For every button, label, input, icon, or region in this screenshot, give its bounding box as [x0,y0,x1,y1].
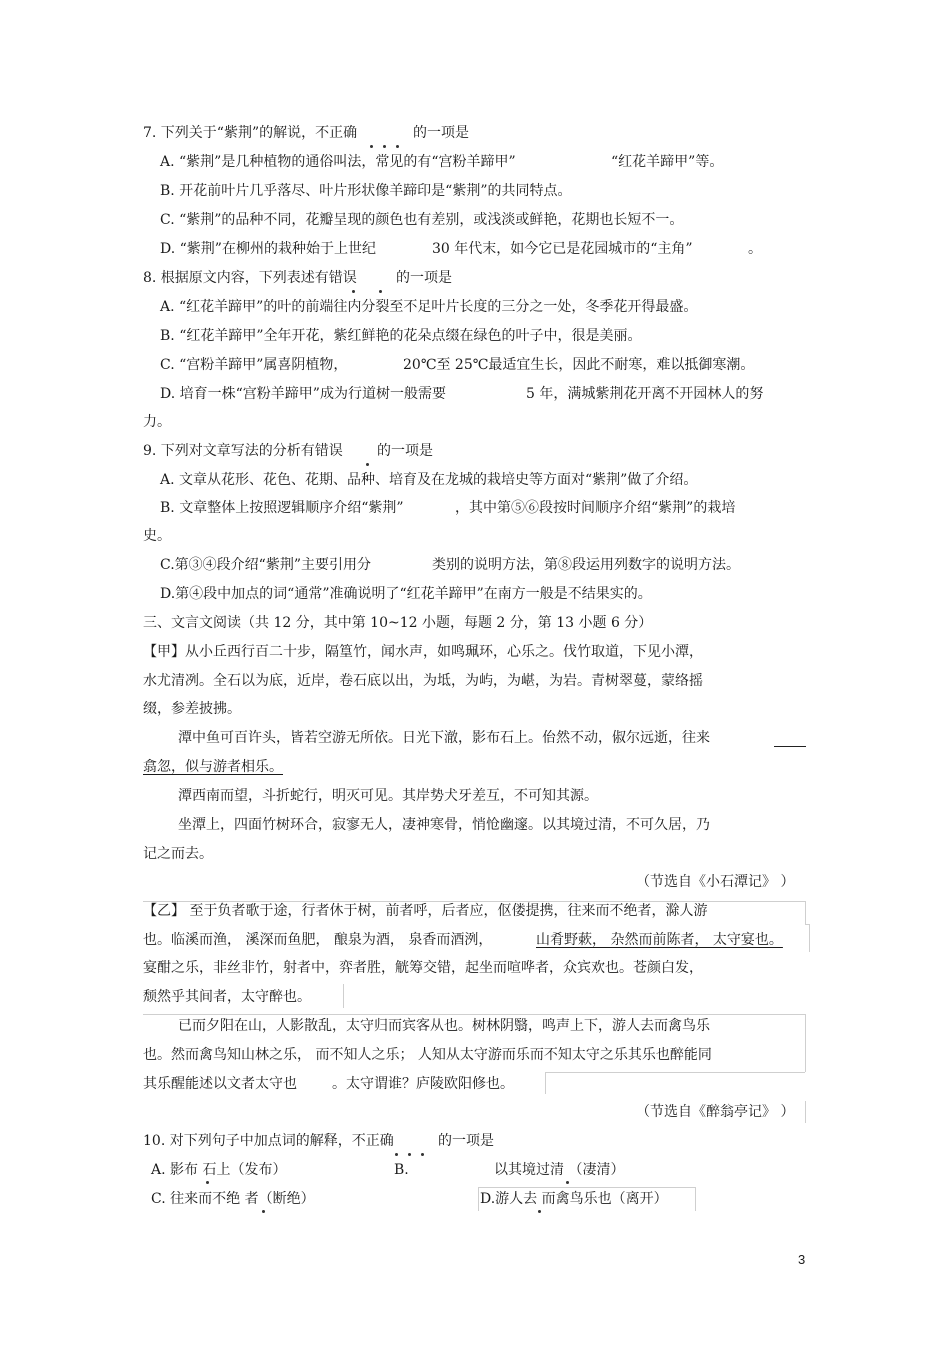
passage-yi-source: （节选自《醉翁亭记》 ） [636,1104,795,1120]
q10-option-b: 以其境过清 （凄清） [494,1162,625,1178]
q9-option-d: D.第④段中加点的词“通常”准确说明了“红花羊蹄甲”在南方一般是不结果实的。 [160,586,652,602]
passage-yi-line: 宴酣之乐，非丝非竹，射者中，弈者胜，觥筹交错，起坐而喧哗者，众宾欢也。苍颜白发， [143,960,703,976]
q10-option-d: D.游人去 而禽鸟乐也（离开） [480,1191,668,1207]
q10-stem-end: 的一项是 [438,1133,494,1149]
q7-option-d-cont: 30 年代末，如今它已是花园城市的“主角” [432,241,693,257]
passage-jia-line: 潭中鱼可百许头，皆若空游无所依。日光下澈，影布石上。佁然不动，俶尔远逝，往来 [178,730,710,746]
q9-option-b-wrap: 史。 [143,528,171,544]
q9-option-b-cont: ，其中第⑤⑥段按时间顺序介绍“紫荆”的栽培 [455,500,736,516]
q9-option-b: B. 文章整体上按照逻辑顺序介绍“紫荆” [160,500,404,516]
q7-option-b: B. 开花前叶片几乎落尽、叶片形状像羊蹄印是“紫荆”的共同特点。 [160,183,572,199]
q8-option-c: C. “宫粉羊蹄甲”属喜阴植物， [160,357,348,373]
section-heading: 三、文言文阅读（共 12 分，其中第 10~12 小题，每题 2 分，第 13 小题 6 分） [143,615,653,631]
passage-jia-underlined: 翕忽，似与游者相乐。 [143,759,283,775]
passage-jia-line: 潭西南而望，斗折蛇行，明灭可见。其岸势犬牙差互，不可知其源。 [178,788,598,804]
passage-yi-underlined: 山肴野蔌， 杂然而前陈者， 太守宴也。 [536,932,783,948]
q10-stem: 10. 对下列句子中加点词的解释，不正确 [143,1133,394,1149]
q8-stem-end: 的一项是 [396,270,452,286]
q9-option-c: C.第③④段介绍“紫荆”主要引用分 [160,557,371,573]
q8-option-d: D. 培育一株“宫粉羊蹄甲”成为行道树一般需要 [160,386,446,402]
passage-yi-line: 【乙】 至于负者歌于途，行者休于树，前者呼，后者应，伛偻提携，往来而不绝者，滁人游 [143,903,708,919]
passage-jia-source: （节选自《小石潭记》 ） [636,874,795,890]
q10-option-a: A. 影布 石上（发布） [151,1162,287,1178]
passage-yi-line: 其乐醒能述以文者太守也 [143,1076,297,1092]
passage-yi-line: 也。临溪而渔， 溪深而鱼肥， 酿泉为酒， 泉香而酒洌， [143,932,493,948]
q7-option-c: C. “紫荆”的品种不同，花瓣呈现的颜色也有差别，或浅淡或鲜艳，花期也长短不一。 [160,212,684,228]
q9-option-a: A. 文章从花形、花色、花期、品种、培育及在龙城的栽培史等方面对“紫荆”做了介绍。 [160,472,698,488]
q10-option-c: C. 往来而不绝 者（断绝） [151,1191,315,1207]
q8-stem: 8. 根据原文内容，下列表述有错误 [143,270,357,286]
q7-stem: 7. 下列关于“紫荆”的解说，不正确 [143,125,358,141]
passage-jia-line: 【甲】从小丘西行百二十步，隔篁竹，闻水声，如鸣珮环，心乐之。伐竹取道，下见小潭， [143,644,703,660]
passage-jia-line: 缀，参差披拂。 [143,701,241,717]
passage-yi-line: 也。然而禽鸟知山林之乐， 而不知人之乐； 人知从太守游而乐而不知太守之乐其乐也醉能同 [143,1047,712,1063]
page-number: 3 [798,1252,806,1267]
q7-option-a-cont: “红花羊蹄甲”等。 [611,154,724,170]
q7-option-d: D. “紫荆”在柳州的栽种始于上世纪 [160,241,376,257]
q8-option-d-wrap: 力。 [143,414,171,430]
passage-yi-line: 颓然乎其间者，太守醉也。 [143,989,311,1005]
q8-option-b: B. “红花羊蹄甲”全年开花，紫红鲜艳的花朵点缀在绿色的叶子中，很是美丽。 [160,328,642,344]
q7-option-a: A. “紫荆”是几种植物的通俗叫法，常见的有“宫粉羊蹄甲” [160,154,516,170]
q8-option-a: A. “红花羊蹄甲”的叶的前端往内分裂至不足叶片长度的三分之一处，冬季花开得最盛。 [160,299,698,315]
q10-option-b-label: B. [394,1162,409,1178]
q9-stem: 9. 下列对文章写法的分析有错误 [143,443,343,459]
q7-stem-end: 的一项是 [413,125,469,141]
passage-yi-line: 。太守谓谁？庐陵欧阳修也。 [332,1076,514,1092]
q8-option-c-cont: 20℃至 25℃最适宜生长，因此不耐寒，难以抵御寒潮。 [403,357,755,373]
q9-option-c-cont: 类别的说明方法，第⑧段运用列数字的说明方法。 [432,557,740,573]
q7-option-d-end: 。 [748,241,762,257]
q9-stem-end: 的一项是 [377,443,433,459]
q8-option-d-cont: 5 年，满城紫荆花开离不开园林人的努 [526,386,764,402]
passage-jia-line: 坐潭上，四面竹树环合，寂寥无人，凄神寒骨，悄怆幽邃。以其境过清，不可久居，乃 [178,817,710,833]
passage-jia-line: 记之而去。 [143,846,213,862]
passage-jia-line: 水尤清冽。全石以为底，近岸，卷石底以出，为坻，为屿，为嵁，为岩。青树翠蔓，蒙络摇 [143,673,703,689]
passage-yi-line: 已而夕阳在山，人影散乱，太守归而宾客从也。树林阴翳，鸣声上下，游人去而禽鸟乐 [178,1018,710,1034]
